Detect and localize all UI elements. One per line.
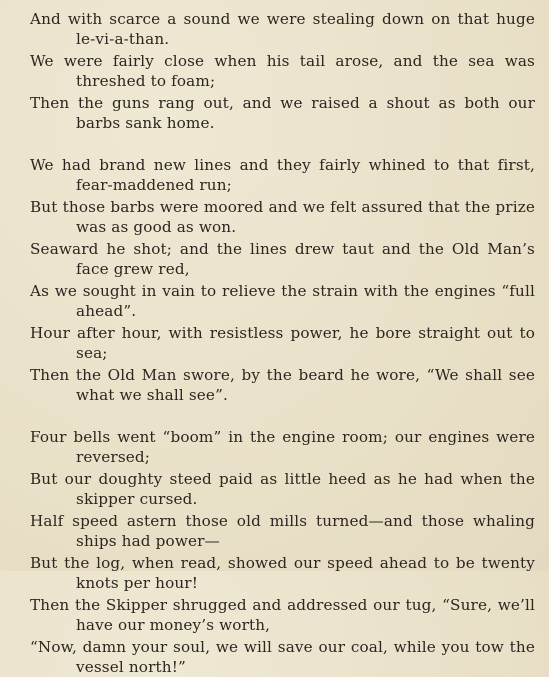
poem-text bbox=[30, 9, 535, 677]
verse-line: Hour after hour, with resistless power, he bore straight out to sea; bbox=[30, 324, 535, 362]
verse-line: We were fairly close when his tail arose, and the sea was threshed to foam; bbox=[30, 52, 535, 90]
verse-line: We had brand new lines and they fairly whined to that first, fear-maddened run; bbox=[30, 156, 535, 194]
verse-line: And with scarce a sound we were stealing down on that huge le-vi-a-than. bbox=[30, 10, 535, 48]
verse-line: Half speed astern those old mills turned—and those whaling ships had power— bbox=[30, 512, 535, 550]
verse-line: “Now, damn your soul, we will save our coal, while you tow the vessel north!” bbox=[30, 638, 535, 676]
stanza-1 bbox=[30, 9, 535, 133]
verse-line: But those barbs were moored and we felt assured that the prize was as good as won. bbox=[30, 198, 535, 236]
verse-line: Then the Skipper shrugged and addressed our tug, “Sure, we’ll have our money’s worth, bbox=[30, 596, 535, 634]
verse-line: As we sought in vain to relieve the strain with the engines “full ahead”. bbox=[30, 282, 535, 320]
verse-line: Then the guns rang out, and we raised a shout as both our barbs sank home. bbox=[30, 94, 535, 132]
verse-line: But our doughty steed paid as little heed as he had when the skipper cursed. bbox=[30, 470, 535, 508]
stanza-2 bbox=[30, 155, 535, 405]
verse-line: Four bells went “boom” in the engine room; our engines were reversed; bbox=[30, 428, 535, 466]
verse-line: But the log, when read, showed our speed ahead to be twenty knots per hour! bbox=[30, 554, 535, 592]
stanza-3 bbox=[30, 427, 535, 677]
verse-line: Then the Old Man swore, by the beard he wore, “We shall see what we shall see”. bbox=[30, 366, 535, 404]
verse-line: Seaward he shot; and the lines drew taut and the Old Man’s face grew red, bbox=[30, 240, 535, 278]
